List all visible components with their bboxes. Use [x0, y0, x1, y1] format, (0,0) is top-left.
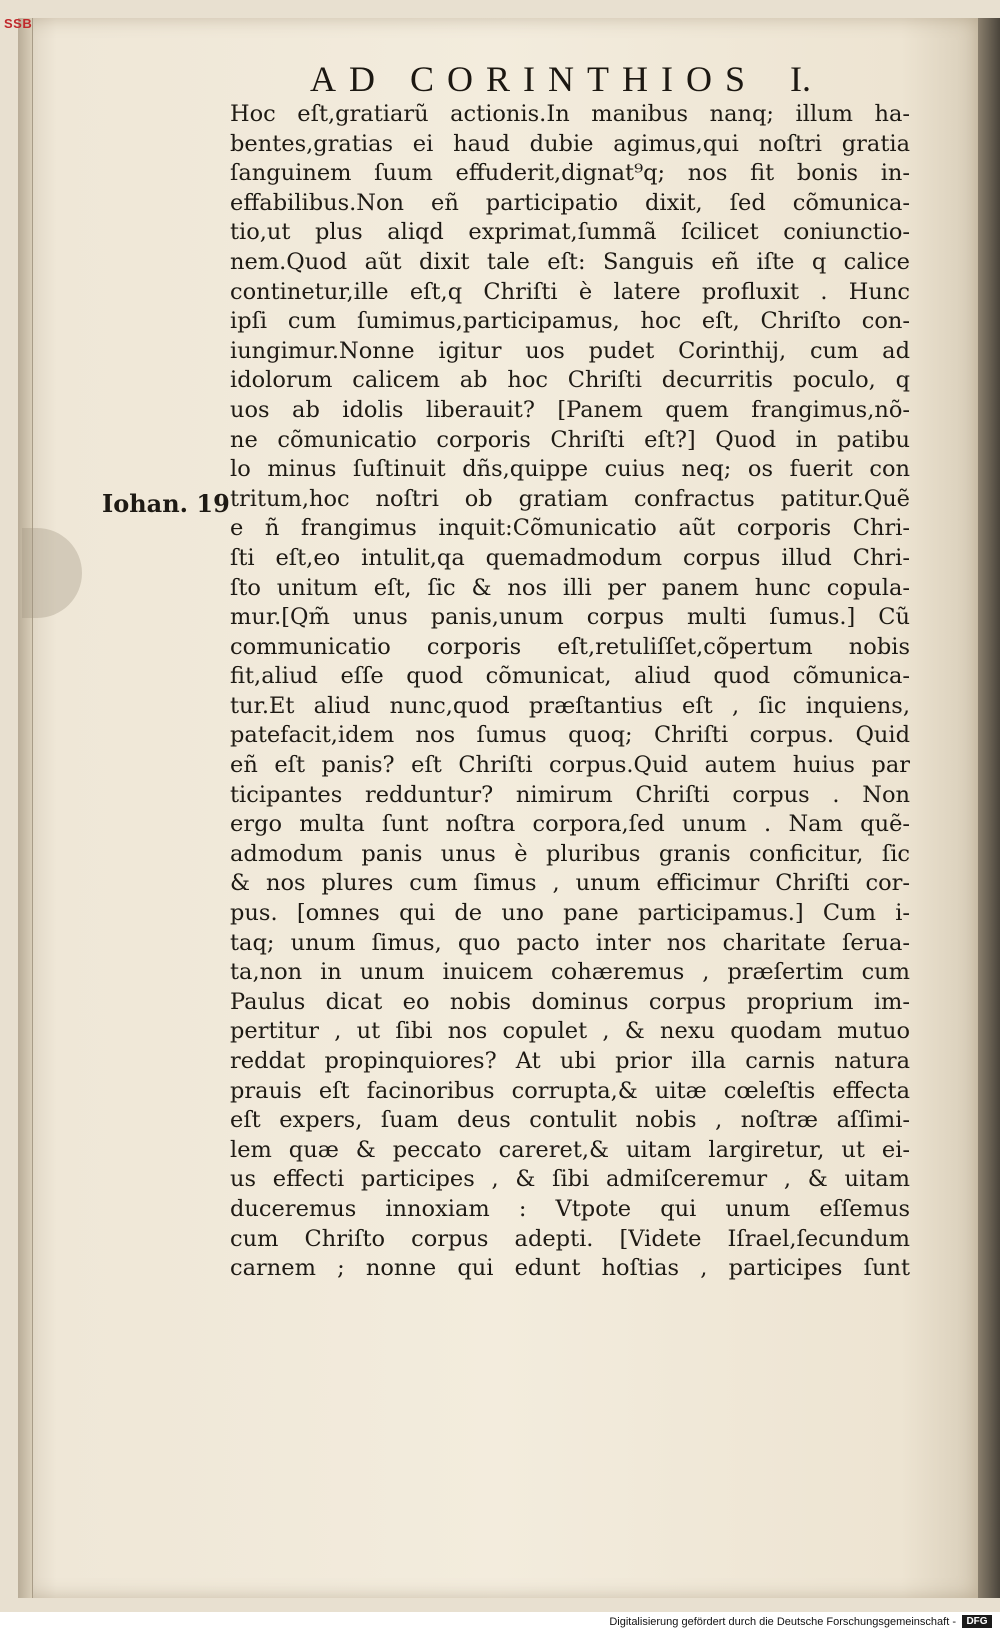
text-line: lo minus ſuſtinuit dñs,quippe cuius neq; os fuerit con — [230, 456, 910, 483]
library-stamp: SSB — [4, 16, 33, 31]
text-line: uos ab idolis liberauit? [Panem quem frangimus,nõ- — [230, 396, 910, 423]
text-line: bentes,gratias ei haud dubie agimus,qui noſtri gratia — [230, 130, 910, 157]
text-line: duceremus innoxiam : Vtpote qui unum eſſemus — [230, 1195, 910, 1222]
dfg-logo: DFG — [962, 1615, 992, 1628]
text-line: reddat propinquiores? At ubi prior illa carnis natura — [230, 1048, 910, 1074]
text-line: tur.Et aliud nunc,quod præſtantius eſt , ſic inquiens, — [230, 692, 910, 719]
text-line: ſanguinem ſuum effuderit,dignat⁹q; nos fit bonis in- — [230, 160, 910, 187]
text-line: ſti eſt,eo intulit,qa quemadmodum corpus illud Chri- — [230, 544, 910, 571]
text-line: & nos plures cum ſimus , unum efficimur Chriſti cor- — [230, 870, 910, 897]
text-line: ſto unitum eſt, ſic & nos illi per panem hunc copula- — [230, 574, 910, 601]
text-line: nem.Quod aũt dixit tale eſt: Sanguis eñ iſte q calice — [230, 248, 910, 275]
text-line: tio,ut plus aliqd exprimat,ſummã ſcilicet coniunctio- — [230, 219, 910, 246]
page-gutter — [18, 18, 33, 1598]
text-line: pertitur , ut ſibi nos copulet , & nexu quodam mutuo — [230, 1018, 910, 1045]
text-line: carnem ; nonne qui edunt hoſtias , participes ſunt — [230, 1255, 910, 1282]
body-text — [230, 100, 910, 1284]
page-fore-edge — [978, 18, 1000, 1598]
text-line: communicatio corporis eſt,retuliſſet,cõpertum nobis — [230, 633, 910, 660]
text-line: ergo multa ſunt noſtra corpora,ſed unum . Nam quẽ- — [230, 811, 910, 838]
text-line: ta,non in unum inuicem cohæremus , præſertim cum — [230, 959, 910, 986]
digitization-credit: Digitalisierung gefördert durch die Deutsche Forschungsgemeinschaft - — [609, 1616, 956, 1628]
text-line: admodum panis unus è pluribus granis conficitur, ſic — [230, 840, 910, 867]
text-line: taq; unum ſimus, quo pacto inter nos charitate ſerua- — [230, 929, 910, 956]
text-line: lem quæ & peccato careret,& uitam largiretur, ut ei- — [230, 1136, 910, 1163]
text-line: eñ eſt panis? eſt Chriſti corpus.Quid autem huius par — [230, 752, 910, 779]
text-line: patefacit,idem nos ſumus quoq; Chriſti corpus. Quid — [230, 722, 910, 749]
text-line: fit,aliud eſſe quod cõmunicat, aliud quod cõmunica- — [230, 663, 910, 690]
text-line: cum Chriſto corpus adepti. [Videte Iſrael,ſecundum — [230, 1225, 910, 1252]
text-line: ne cõmunicatio corporis Chriſti eſt?] Quod in patibu — [230, 426, 910, 453]
text-line: eſt expers, ſuam deus contulit nobis , noſtræ aſſimi- — [230, 1107, 910, 1134]
text-line: Paulus dicat eo nobis dominus corpus proprium im- — [230, 988, 910, 1015]
page-clip-shadow — [22, 528, 82, 618]
running-head-title: AD CORINTHIOS — [310, 59, 758, 99]
text-line: idolorum calicem ab hoc Chriſti decurritis poculo, q — [230, 367, 910, 394]
text-line: continetur,ille eſt,q Chriſti è latere profluxit . Hunc — [230, 278, 910, 305]
text-line: ipſi cum ſumimus,participamus, hoc eſt, Chriſto con- — [230, 308, 910, 335]
text-line: ticipantes redduntur? nimirum Chriſti corpus . Non — [230, 781, 910, 808]
text-line: tritum,hoc noſtri ob gratiam confractus patitur.Quẽ — [230, 485, 910, 512]
text-line: pus. [omnes qui de uno pane participamus.] Cum i- — [230, 900, 910, 927]
running-head-folio: I. — [790, 59, 811, 99]
text-line: effabilibus.Non eñ participatio dixit, ſed cõmunica- — [230, 189, 910, 216]
text-line: Hoc eſt,gratiarũ actionis.In manibus nanq; illum ha- — [230, 101, 910, 127]
text-line: us effecti participes , & ſibi admiſceremur , & uitam — [230, 1166, 910, 1193]
running-head — [310, 58, 870, 100]
marginal-reference: Iohan. 19 — [102, 489, 230, 518]
text-line: mur.[Qm̃ unus panis,unum corpus multi ſumus.] Cũ — [230, 604, 910, 631]
text-line: iungimur.Nonne igitur uos pudet Corinthij, cum ad — [230, 337, 910, 364]
text-line: prauis eſt facinoribus corrupta,& uitæ cœleſtis effecta — [230, 1077, 910, 1104]
text-line: e ñ frangimus inquit:Cõmunicatio aũt corporis Chri- — [230, 515, 910, 542]
